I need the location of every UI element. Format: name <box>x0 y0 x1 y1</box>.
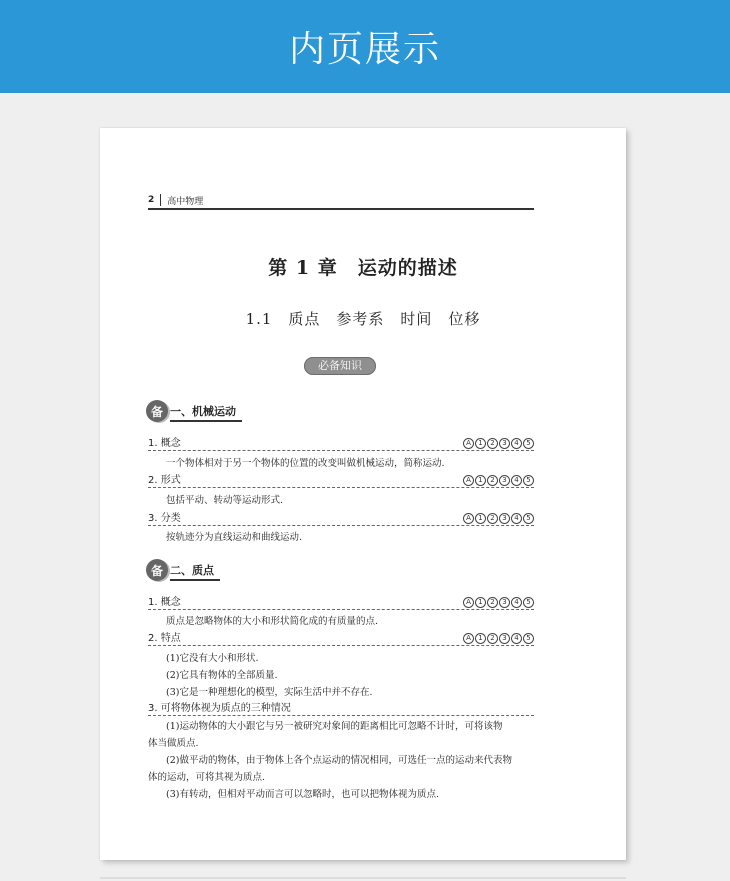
body-text: (3)有转动，但相对平动而言可以忽略时，也可以把物体视为质点. <box>166 789 439 800</box>
section-heading <box>146 557 220 581</box>
subheading-row <box>148 700 534 716</box>
section-heading-text: 一、机械运动 <box>170 405 242 422</box>
rating-circle: 4 <box>511 475 522 486</box>
subheading-label: 3. 分类 <box>148 513 181 524</box>
rating-circle: A <box>463 438 474 449</box>
rating-circle: 5 <box>523 633 534 644</box>
body-text: 按轨迹分为直线运动和曲线运动. <box>166 532 303 543</box>
rating-circle: 3 <box>499 513 510 524</box>
body-text: (3)它是一种理想化的模型，实际生活中并不存在. <box>166 687 373 698</box>
header-banner <box>0 0 730 93</box>
rating-circle: 2 <box>487 475 498 486</box>
rating-marks <box>463 475 534 486</box>
rating-circle: 2 <box>487 438 498 449</box>
rating-circle: 2 <box>487 633 498 644</box>
rating-circle: 1 <box>475 438 486 449</box>
page-number: 2 <box>148 194 161 206</box>
rating-circle: 4 <box>511 597 522 608</box>
subheading-label: 2. 特点 <box>148 633 181 644</box>
subheading-label: 1. 概念 <box>148 597 181 608</box>
rating-circle: A <box>463 513 474 524</box>
rating-circle: 2 <box>487 597 498 608</box>
body-text: (1)它没有大小和形状. <box>166 653 259 664</box>
body-text: 体当做质点. <box>148 738 199 749</box>
body-text: 一个物体相对于另一个物体的位置的改变叫做机械运动，简称运动. <box>166 458 445 469</box>
rating-circle: A <box>463 633 474 644</box>
rating-circle: 4 <box>511 513 522 524</box>
subheading-label: 1. 概念 <box>148 438 181 449</box>
body-text: 包括平动、转动等运动形式. <box>166 495 284 506</box>
body-text: 质点是忽略物体的大小和形状简化成的有质量的点. <box>166 616 379 627</box>
chapter-title: 第 1 章 运动的描述 <box>268 257 458 279</box>
rating-circle: 3 <box>499 597 510 608</box>
rating-circle: 5 <box>523 475 534 486</box>
rating-marks <box>463 633 534 644</box>
book-title: 高中物理 <box>167 196 204 207</box>
rating-circle: 3 <box>499 438 510 449</box>
rating-circle: A <box>463 597 474 608</box>
body-text: 体的运动，可将其视为质点. <box>148 772 266 783</box>
rating-marks <box>463 597 534 608</box>
rating-marks <box>463 438 534 449</box>
subheading-label: 3. 可将物体视为质点的三种情况 <box>148 703 291 714</box>
section-heading <box>146 398 242 422</box>
book-page <box>100 128 626 860</box>
page-shadow-line <box>100 877 626 879</box>
section-heading-text: 二、质点 <box>170 564 220 581</box>
rating-circle: 5 <box>523 597 534 608</box>
rating-circle: 2 <box>487 513 498 524</box>
bei-icon: 备 <box>146 400 168 422</box>
subheading-row <box>148 594 534 610</box>
subheading-row <box>148 510 534 526</box>
rating-circle: 4 <box>511 438 522 449</box>
rating-circle: 4 <box>511 633 522 644</box>
rating-circle: 1 <box>475 513 486 524</box>
rating-circle: 3 <box>499 475 510 486</box>
rating-circle: 1 <box>475 633 486 644</box>
knowledge-badge: 必备知识 <box>304 357 376 375</box>
rating-marks <box>463 513 534 524</box>
body-text: (2)做平动的物体，由于物体上各个点运动的情况相同，可选任一点的运动来代表物 <box>166 755 512 766</box>
section-title: 1.1 质点 参考系 时间 位移 <box>245 310 481 328</box>
running-head <box>148 192 534 210</box>
rating-circle: 3 <box>499 633 510 644</box>
rating-circle: A <box>463 475 474 486</box>
subheading-row <box>148 435 534 451</box>
rating-circle: 5 <box>523 513 534 524</box>
bei-icon: 备 <box>146 559 168 581</box>
body-text: (1)运动物体的大小跟它与另一被研究对象间的距离相比可忽略不计时，可将该物 <box>166 721 503 732</box>
rating-circle: 5 <box>523 438 534 449</box>
subheading-row <box>148 630 534 646</box>
subheading-row <box>148 472 534 488</box>
subheading-label: 2. 形式 <box>148 475 181 486</box>
rating-circle: 1 <box>475 597 486 608</box>
rating-circle: 1 <box>475 475 486 486</box>
body-text: (2)它具有物体的全部质量. <box>166 670 278 681</box>
banner-title: 内页展示 <box>288 29 441 70</box>
